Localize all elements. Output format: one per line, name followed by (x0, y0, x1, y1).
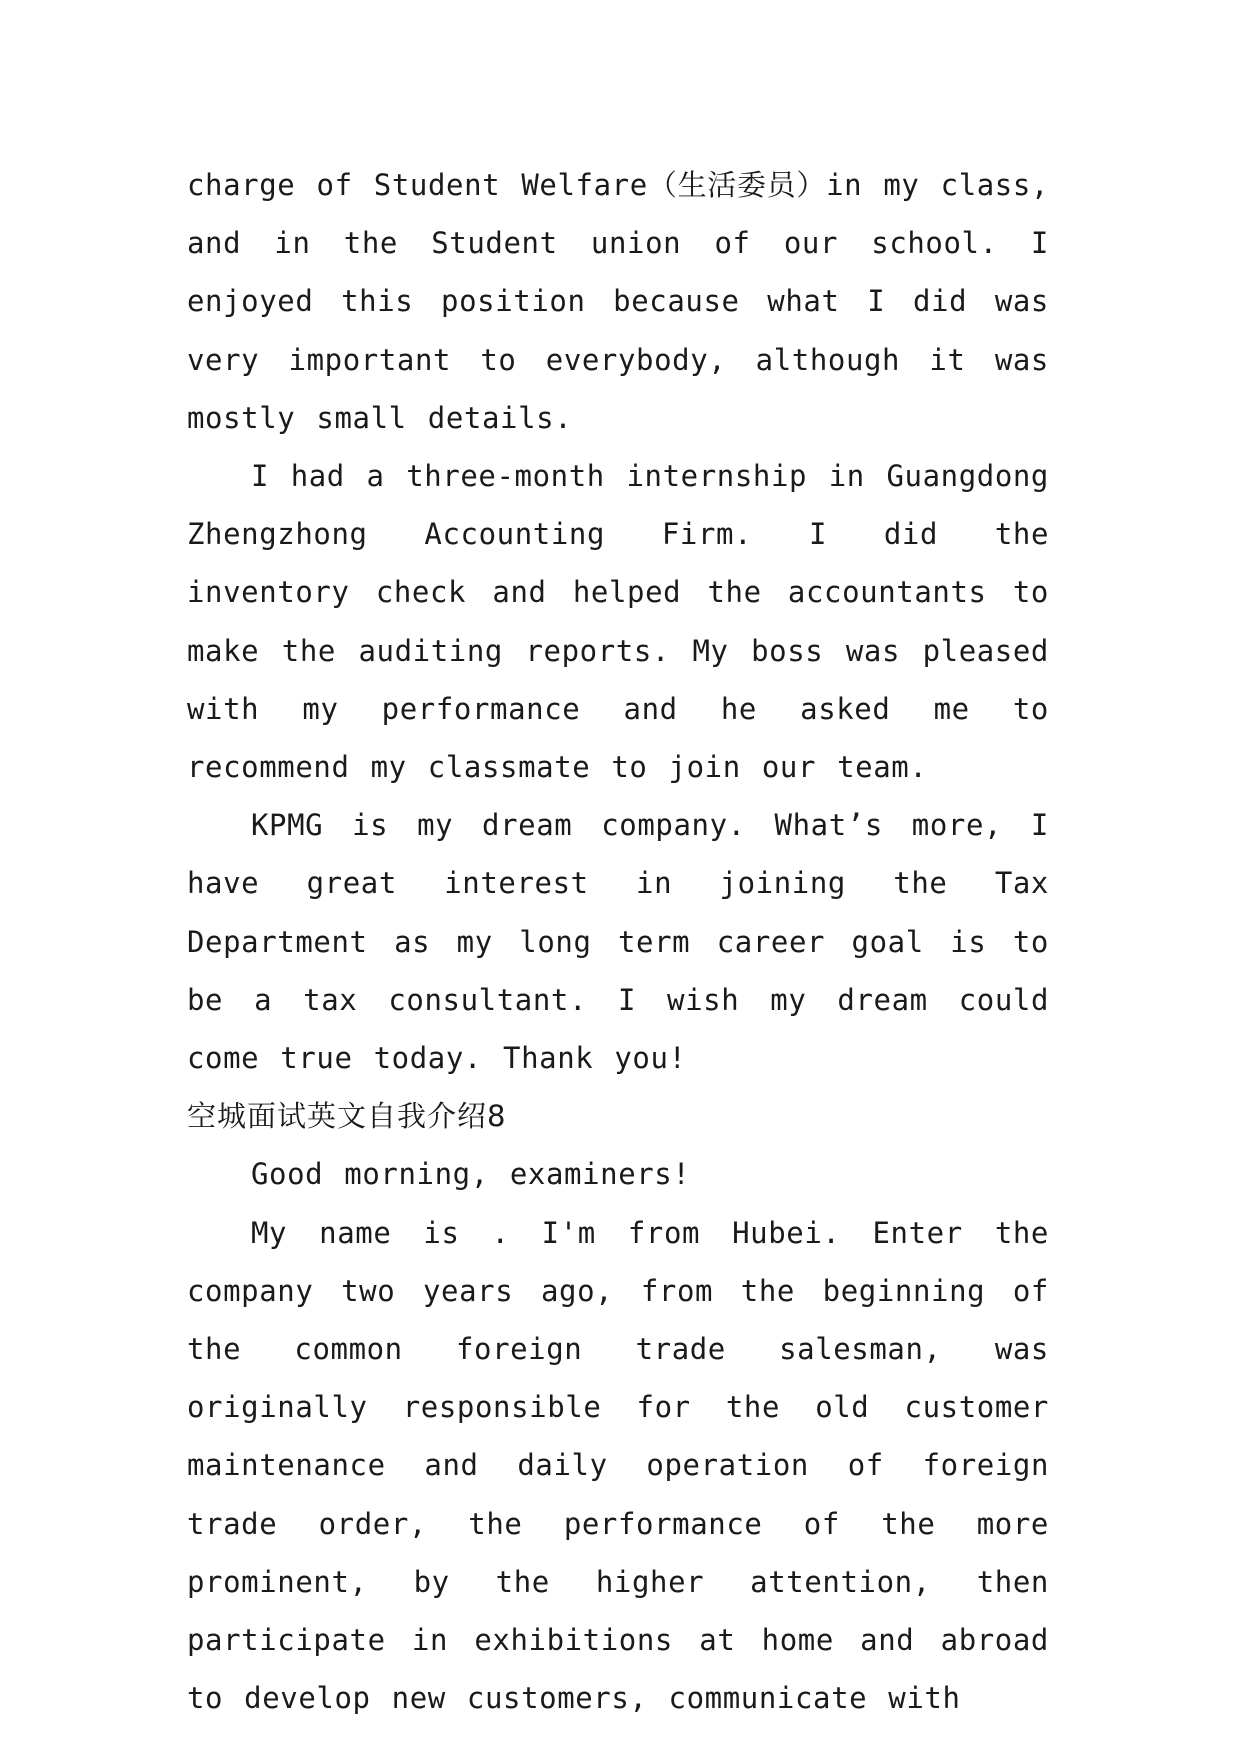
document-body (187, 156, 1049, 1727)
section-heading: 空城面试英文自我介绍8 (187, 1099, 507, 1134)
paragraph-student-welfare: charge of Student Welfare（生活委员）in my class, and in the Student union of our school. I enjoyed this position because what I did was very important to everybody, although it was mostly small details. (187, 168, 1049, 435)
paragraph-introduction: My name is . I'm from Hubei. Enter the company two years ago, from the beginning of the common foreign trade salesman, was originally responsible for the old customer maintenance and daily operation of foreign trade order, the performance of the more prominent, by the higher attention, then participate in exhibitions at home and abroad to develop new customers, communicate with (187, 1215, 1049, 1716)
paragraph-internship: I had a three-month internship in Guangdong Zhengzhong Accounting Firm. I did the inventory check and helped the accountants to make the auditing reports. My boss was pleased with my performance and he asked me to recommend my classmate to join our team. (187, 459, 1049, 785)
paragraph-kpmg: KPMG is my dream company. What’s more, I have great interest in joining the Tax Department as my long term career goal is to be a tax consultant. I wish my dream could come true today. Thank you! (187, 808, 1049, 1076)
paragraph-greeting: Good morning, examiners! (251, 1157, 691, 1192)
